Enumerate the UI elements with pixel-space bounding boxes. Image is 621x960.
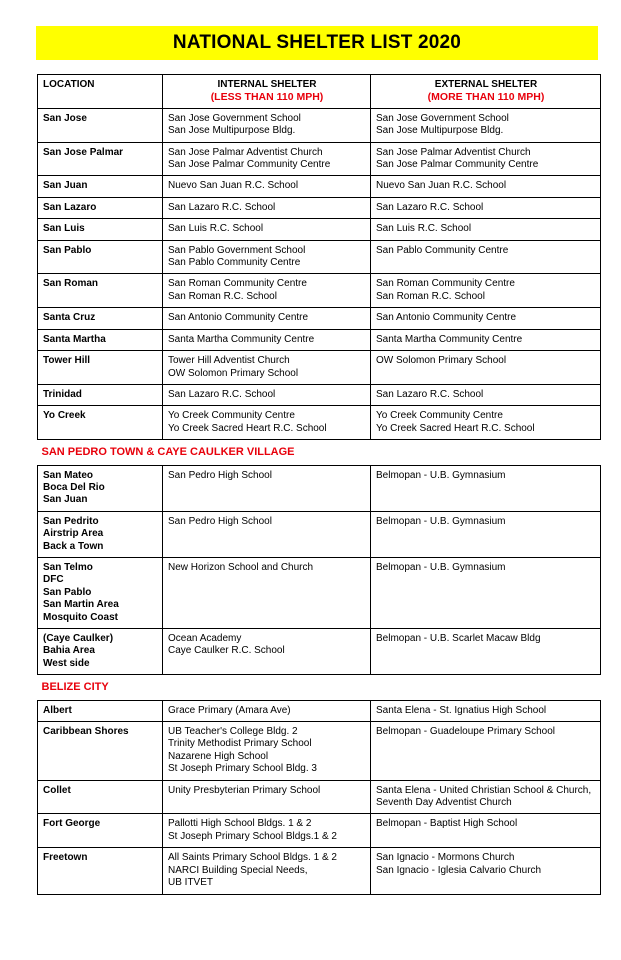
internal-shelter-cell-line: Nazarene High School [168,750,269,762]
location-cell-line: Collet [43,784,71,796]
external-shelter-cell-line: San Lazaro R.C. School [376,388,484,400]
internal-shelter-cell-line: New Horizon School and Church [168,561,314,573]
external-shelter-cell-line: Yo Creek Sacred Heart R.C. School [376,422,535,434]
external-shelter-cell [371,511,601,557]
internal-shelter-cell-line: St Joseph Primary School Bldg. 3 [168,763,317,775]
internal-shelter-cell-line: Pallotti High School Bldgs. 1 & 2 [168,818,312,830]
external-shelter-cell-line: San Ignacio - Iglesia Calvario Church [376,864,542,876]
internal-shelter-cell-line: UB ITVET [168,877,214,889]
location-cell [38,700,163,721]
internal-shelter-cell-line: Unity Presbyterian Primary School [168,784,321,796]
table-row [38,780,601,814]
location-cell [38,848,163,894]
location-cell-line: San Pablo [43,244,92,256]
table-row [38,848,601,894]
location-cell-line: Airstrip Area [43,528,104,540]
internal-shelter-cell-line: San Luis R.C. School [168,223,264,235]
external-shelter-cell [371,240,601,274]
external-shelter-cell-line: San Pablo Community Centre [376,244,509,256]
table-row [38,240,601,274]
location-cell [38,219,163,240]
internal-shelter-cell-line: Grace Primary (Amara Ave) [168,704,291,716]
location-cell-line: San Roman [43,278,99,290]
external-shelter-cell-line: Belmopan - U.B. Gymnasium [376,469,506,481]
internal-shelter-cell [163,176,371,197]
location-cell [38,780,163,814]
header-external-sub: (MORE THAN 110 MPH) [427,91,545,104]
table-row [38,629,601,675]
table-row [38,308,601,329]
internal-shelter-cell [163,329,371,350]
internal-shelter-cell [163,197,371,218]
page-title: NATIONAL SHELTER LIST 2020 [172,32,462,53]
external-shelter-cell-line: San Jose Multipurpose Bldg. [376,125,504,137]
location-cell [38,108,163,142]
external-shelter-cell [371,465,601,511]
location-cell-line: San Pablo [43,586,92,598]
location-cell [38,240,163,274]
location-cell [38,465,163,511]
external-shelter-cell-line: Santa Martha Community Centre [376,333,523,345]
internal-shelter-cell-line: Ocean Academy [168,633,242,644]
external-shelter-cell-line: Belmopan - U.B. Gymnasium [376,515,506,527]
internal-shelter-cell-line: San Antonio Community Centre [168,312,309,324]
location-cell [38,814,163,848]
internal-shelter-cell-line: San Pablo Government School [168,244,306,256]
location-cell-line: (Caye Caulker) [43,633,114,644]
external-shelter-cell [371,629,601,675]
location-cell-line: San Martin Area [43,599,119,611]
location-cell-line: San Jose [43,112,87,124]
location-cell [38,308,163,329]
location-cell [38,629,163,675]
internal-shelter-cell-line: Yo Creek Community Centre [168,410,295,422]
table-row [38,557,601,628]
header-internal [163,75,371,109]
table-row [38,197,601,218]
internal-shelter-cell-line: San Pedro High School [168,469,272,481]
internal-shelter-cell-line: OW Solomon Primary School [168,367,299,379]
location-cell-line: Boca Del Rio [43,481,105,493]
location-cell-line: Santa Cruz [43,312,96,324]
location-cell-line: Back a Town [43,540,104,552]
external-shelter-cell [371,219,601,240]
location-cell-line: Albert [43,704,72,716]
internal-shelter-cell [163,629,371,675]
location-cell [38,142,163,176]
location-cell-line: DFC [43,574,64,586]
external-shelter-cell-line: Santa Elena - St. Ignatius High School [376,704,547,716]
internal-shelter-cell [163,308,371,329]
title-banner [36,26,598,60]
table-row [38,406,601,440]
external-shelter-cell [371,142,601,176]
location-cell-line: San Mateo [43,469,94,481]
external-shelter-cell-line: San Lazaro R.C. School [376,201,484,213]
internal-shelter-cell-line: NARCI Building Special Needs, [168,864,308,876]
internal-shelter-cell-line: Nuevo San Juan R.C. School [168,180,299,192]
location-cell-line: San Luis [43,223,85,235]
location-cell [38,557,163,628]
location-cell-line: Bahia Area [43,645,95,657]
internal-shelter-cell-line: San Jose Multipurpose Bldg. [168,125,296,137]
header-external [371,75,601,109]
external-shelter-cell [371,406,601,440]
table-row [38,465,601,511]
internal-shelter-cell-line: San Lazaro R.C. School [168,388,276,400]
location-cell [38,197,163,218]
external-shelter-cell-line: Belmopan - U.B. Scarlet Macaw Bldg [376,633,541,644]
internal-shelter-cell [163,848,371,894]
external-shelter-cell-line: San Roman R.C. School [376,290,485,302]
internal-shelter-cell [163,142,371,176]
header-internal-title: INTERNAL SHELTER [217,79,317,90]
internal-shelter-cell-line: San Pablo Community Centre [168,257,301,269]
external-shelter-cell [371,700,601,721]
internal-shelter-cell-line: Trinity Methodist Primary School [168,738,312,750]
section-header-row [38,440,601,465]
internal-shelter-cell [163,351,371,385]
internal-shelter-cell-line: St Joseph Primary School Bldgs.1 & 2 [168,830,337,842]
location-cell-line: Trinidad [43,388,82,400]
external-shelter-cell-line: San Jose Palmar Adventist Church [376,146,531,158]
location-cell-line: San Pedrito [43,515,99,527]
location-cell [38,274,163,308]
table-row [38,384,601,405]
external-shelter-cell-line: Yo Creek Community Centre [376,410,503,422]
internal-shelter-cell [163,108,371,142]
internal-shelter-cell [163,384,371,405]
external-shelter-cell [371,384,601,405]
external-shelter-cell-line: Santa Elena - United Christian School & Church, [376,784,592,796]
internal-shelter-cell-line: All Saints Primary School Bldgs. 1 & 2 [168,852,337,864]
location-cell-line: San Juan [43,494,88,506]
table-row [38,700,601,721]
internal-shelter-cell [163,557,371,628]
location-cell [38,176,163,197]
external-shelter-cell [371,176,601,197]
internal-shelter-cell [163,780,371,814]
external-shelter-cell [371,722,601,781]
header-external-title: EXTERNAL SHELTER [434,79,538,90]
section-title: SAN PEDRO TOWN & CAYE CAULKER VILLAGE [38,440,601,465]
external-shelter-cell-line: San Antonio Community Centre [376,312,517,324]
location-cell-line: Mosquito Coast [43,611,118,623]
external-shelter-cell-line: Nuevo San Juan R.C. School [376,180,507,192]
location-cell-line: San Telmo [43,561,93,573]
external-shelter-cell-line: Belmopan - Baptist High School [376,818,518,830]
external-shelter-cell [371,557,601,628]
location-cell-line: Yo Creek [43,410,86,422]
location-cell-line: West side [43,657,90,669]
location-cell [38,351,163,385]
header-internal-sub: (LESS THAN 110 MPH) [210,91,324,104]
internal-shelter-cell [163,700,371,721]
external-shelter-cell-line: San Jose Palmar Community Centre [376,159,539,171]
external-shelter-cell [371,780,601,814]
external-shelter-cell-line: Belmopan - Guadeloupe Primary School [376,726,555,738]
table-row [38,722,601,781]
internal-shelter-cell [163,406,371,440]
internal-shelter-cell-line: San Lazaro R.C. School [168,201,276,213]
location-cell-line: Tower Hill [43,355,91,367]
internal-shelter-cell [163,511,371,557]
internal-shelter-cell-line: San Jose Palmar Adventist Church [168,146,323,158]
location-cell-line: Fort George [43,818,101,830]
internal-shelter-cell [163,814,371,848]
table-header-row [38,75,601,109]
table-row [38,219,601,240]
internal-shelter-cell-line: Tower Hill Adventist Church [168,355,290,367]
external-shelter-cell-line: Seventh Day Adventist Church [376,797,512,809]
external-shelter-cell [371,814,601,848]
external-shelter-cell-line: OW Solomon Primary School [376,355,507,367]
external-shelter-cell [371,329,601,350]
internal-shelter-cell-line: San Jose Palmar Community Centre [168,159,331,171]
internal-shelter-cell-line: San Roman R.C. School [168,290,277,302]
location-cell-line: Freetown [43,852,88,864]
table-row [38,108,601,142]
location-cell-line: San Jose Palmar [43,146,124,158]
shelter-table [37,74,601,895]
internal-shelter-cell [163,274,371,308]
location-cell-line: San Juan [43,180,88,192]
internal-shelter-cell [163,722,371,781]
table-row [38,814,601,848]
section-header-row [38,675,601,700]
internal-shelter-cell-line: UB Teacher's College Bldg. 2 [168,726,298,738]
external-shelter-cell-line: San Jose Government School [376,112,509,124]
external-shelter-cell [371,197,601,218]
table-row [38,329,601,350]
table-row [38,142,601,176]
table-row [38,511,601,557]
section-title: BELIZE CITY [38,675,601,700]
internal-shelter-cell-line: San Roman Community Centre [168,278,307,290]
internal-shelter-cell [163,240,371,274]
external-shelter-cell [371,108,601,142]
internal-shelter-cell-line: San Pedro High School [168,515,272,527]
location-cell-line: San Lazaro [43,201,97,213]
location-cell [38,722,163,781]
table-row [38,176,601,197]
internal-shelter-cell [163,219,371,240]
location-cell-line: Santa Martha [43,333,106,345]
external-shelter-cell [371,351,601,385]
table-row [38,274,601,308]
location-cell [38,406,163,440]
internal-shelter-cell-line: Yo Creek Sacred Heart R.C. School [168,422,327,434]
external-shelter-cell [371,274,601,308]
header-location: LOCATION [38,75,163,109]
internal-shelter-cell [163,465,371,511]
external-shelter-cell-line: San Ignacio - Mormons Church [376,852,515,864]
external-shelter-cell-line: San Luis R.C. School [376,223,472,235]
external-shelter-cell-line: San Roman Community Centre [376,278,515,290]
external-shelter-cell [371,308,601,329]
location-cell-line: Caribbean Shores [43,726,129,738]
internal-shelter-cell-line: Caye Caulker R.C. School [168,645,285,657]
internal-shelter-cell-line: Santa Martha Community Centre [168,333,315,345]
external-shelter-cell-line: Belmopan - U.B. Gymnasium [376,561,506,573]
location-cell [38,329,163,350]
external-shelter-cell [371,848,601,894]
location-cell [38,384,163,405]
internal-shelter-cell-line: San Jose Government School [168,112,301,124]
location-cell [38,511,163,557]
table-row [38,351,601,385]
table-body [38,108,601,894]
